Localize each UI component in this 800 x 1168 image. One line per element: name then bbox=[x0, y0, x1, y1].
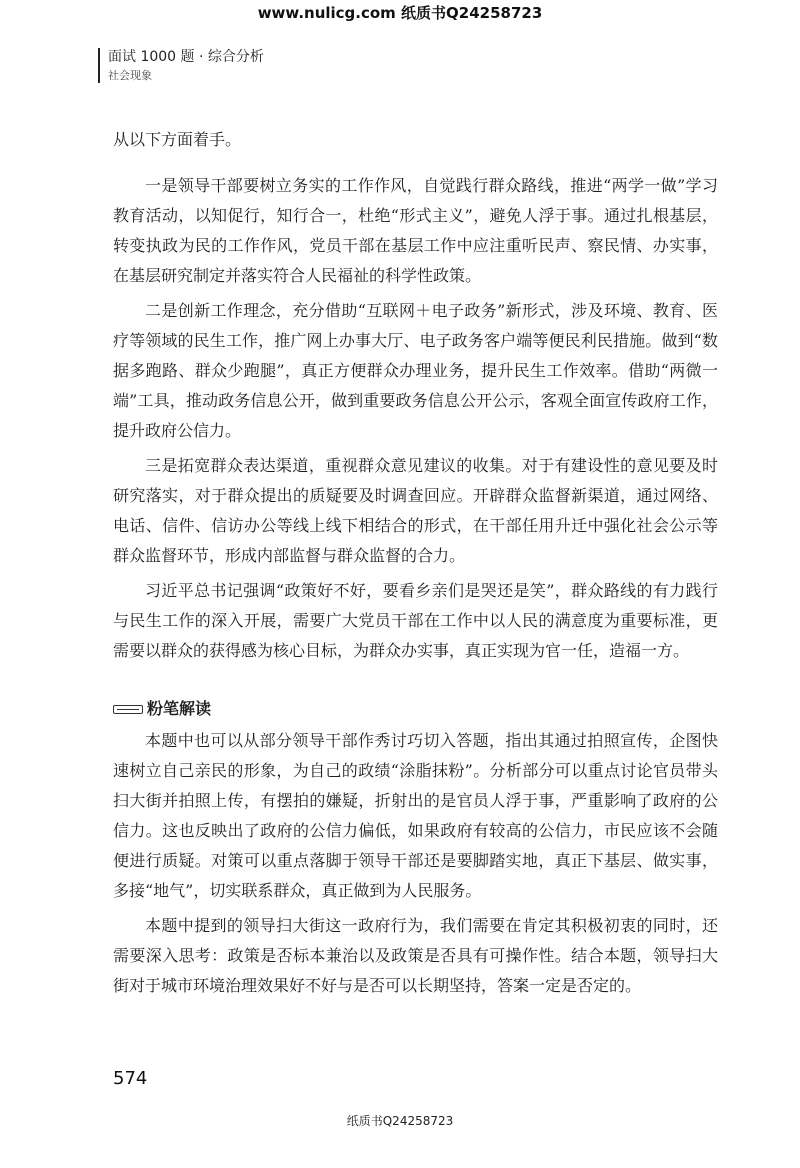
book-title: 面试 1000 题 · 综合分析 bbox=[108, 49, 264, 65]
section-paragraph-2: 本题中提到的领导扫大街这一政府行为，我们需要在肯定其积极初衷的同时，还需要深入思考：政策是否标本兼治以及政策是否具有可操作性。结合本题，领导扫大街对于城市环境治理效果好不好与是否可以长期坚持，答案一定是否定的。 bbox=[113, 916, 718, 995]
chalk-icon bbox=[113, 705, 143, 714]
watermark-bottom: 纸质书Q24258723 bbox=[346, 1114, 454, 1128]
section-paragraph-1: 本题中也可以从部分领导干部作秀讨巧切入答题，指出其通过拍照宣传，企图快速树立自己亲民的形象，为自己的政绩“涂脂抹粉”。分析部分可以重点讨论官员带头扫大街并拍照上传，有摆拍的嫌疑，折射出的是官员人浮于事，严重影响了政府的公信力。这也反映出了政府的公信力偏低，如果政府有较高的公信力，市民应该不会随便进行质疑。对策可以重点落脚于领导干部还是要脚踏实地，真正下基层、做实事，多接“地气”，切实联系群众，真正做到为人民服务。 bbox=[113, 731, 718, 900]
chapter-title: 社会现象 bbox=[108, 69, 152, 82]
page-number: 574 bbox=[113, 1068, 148, 1089]
body-paragraph-4: 习近平总书记强调“政策好不好，要看乡亲们是哭还是笑”，群众路线的有力践行与民生工作的深入开展，需要广大党员干部在工作中以人民的满意度为重要标准，更需要以群众的获得感为核心目标，为群众办实事，真正实现为官一任，造福一方。 bbox=[113, 581, 718, 660]
intro-line: 从以下方面着手。 bbox=[113, 130, 242, 149]
running-head bbox=[98, 48, 264, 83]
section-title: 粉笔解读 bbox=[147, 699, 212, 718]
watermark-top: www.nulicg.com 纸质书Q24258723 bbox=[257, 4, 543, 22]
body-paragraph-2: 二是创新工作理念，充分借助“互联网＋电子政务”新形式，涉及环境、教育、医疗等领域的民生工作，推广网上办事大厅、电子政务客户端等便民利民措施。做到“数据多跑路、群众少跑腿”，真正方便群众办理业务，提升民生工作效率。借助“两微一端”工具，推动政务信息公开，做到重要政务信息公开公示，客观全面宣传政府工作，提升政府公信力。 bbox=[113, 301, 718, 440]
body-paragraph-3: 三是拓宽群众表达渠道，重视群众意见建议的收集。对于有建设性的意见要及时研究落实，对于群众提出的质疑要及时调查回应。开辟群众监督新渠道，通过网络、电话、信件、信访办公等线上线下相结合的形式，在干部任用升迁中强化社会公示等群众监督环节，形成内部监督与群众监督的合力。 bbox=[113, 456, 718, 565]
body-paragraph-1: 一是领导干部要树立务实的工作作风，自觉践行群众路线，推进“两学一做”学习教育活动，以知促行，知行合一，杜绝“形式主义”，避免人浮于事。通过扎根基层，转变执政为民的工作作风，党员干部在基层工作中应注重听民声、察民情、办实事，在基层研究制定并落实符合人民福祉的科学性政策。 bbox=[113, 176, 718, 285]
page-content bbox=[113, 125, 718, 1006]
section-heading bbox=[113, 694, 718, 724]
